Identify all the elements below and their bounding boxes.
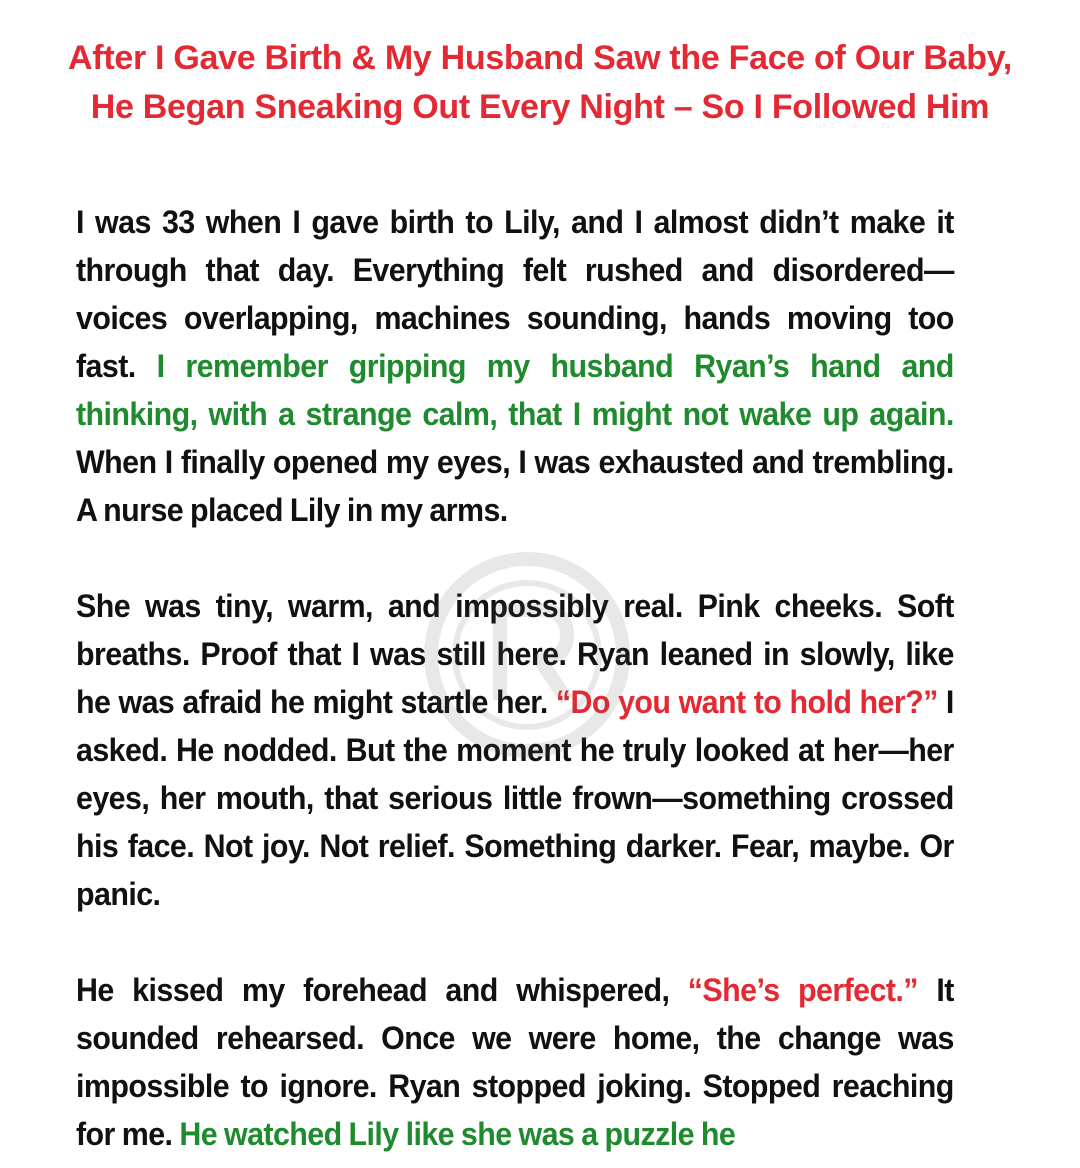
text-segment: When I finally opened my eyes, I was exhausted and trembling. A nurse placed Lily in my arms. — [76, 444, 954, 528]
paragraph-1 — [76, 198, 954, 534]
paragraph-3 — [76, 966, 954, 1158]
highlight-red: “Do you want to hold her?” — [555, 684, 938, 720]
text-segment: I asked. He nodded. But the moment he truly looked at her—her eyes, her mouth, that serious little frown—something crossed his face. Not joy. Not relief. Something darker. Fear, maybe. Or panic. — [76, 684, 954, 912]
text-segment: I was 33 when I gave birth to Lily, and I almost didn’t make it through that day. Everything felt rushed and disordered—voices overlapping, machines sounding, hands moving too fast. — [76, 204, 954, 384]
text-segment: It sounded rehearsed. Once we were home, the change was impossible to ignore. Ryan stopped joking. Stopped reaching for me. — [76, 972, 954, 1152]
article-title: After I Gave Birth & My Husband Saw the Face of Our Baby, He Began Sneaking Out Every Night – So I Followed Him — [68, 39, 1012, 126]
text-segment: She was tiny, warm, and impossibly real. Pink cheeks. Soft breaths. Proof that I was still here. Ryan leaned in slowly, like he was afraid he might startle her. — [76, 588, 954, 720]
highlight-green: He watched Lily like she was a puzzle he — [179, 1116, 736, 1152]
paragraph-2 — [76, 582, 954, 918]
highlight-red: “She’s perfect.” — [687, 972, 918, 1008]
article-body — [76, 198, 954, 1168]
highlight-green: I remember gripping my husband Ryan’s hand and thinking, with a strange calm, that I might not wake up again. — [76, 348, 954, 432]
text-segment: He kissed my forehead and whispered, — [76, 972, 688, 1008]
